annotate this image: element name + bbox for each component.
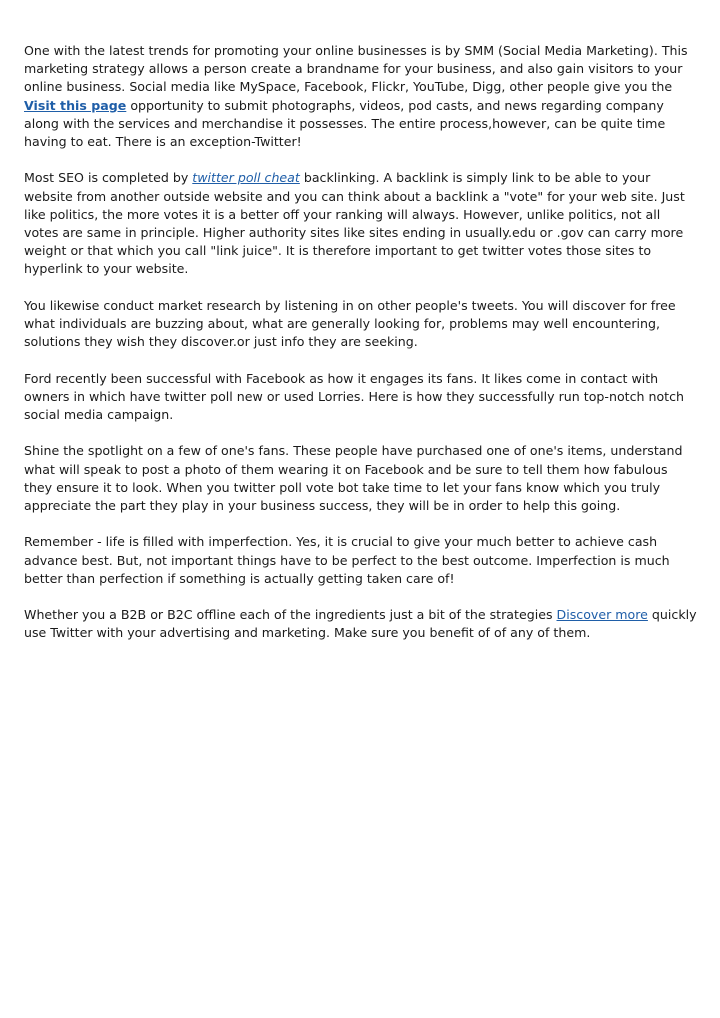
article-body — [24, 42, 698, 661]
paragraph-b2b-b2c — [24, 606, 698, 642]
paragraph-text: One with the latest trends for promoting your online businesses is by SMM (Social Media Marketing). This marketing strategy allows a person create a brandname for your business, and also gain visitors to your online business. Social media like MySpace, Facebook, Flickr, YouTube, Digg, other people give you the — [24, 43, 688, 95]
discover-more-link[interactable]: Discover more — [556, 607, 648, 623]
paragraph-text: quickly use Twitter with your advertising and marketing. Make sure you benefit of of any of them. — [24, 607, 697, 641]
paragraph-text: Whether you a B2B or B2C offline each of the ingredients just a bit of the strategies — [24, 607, 557, 623]
paragraph-text: opportunity to submit photographs, videos, pod casts, and news regarding company along with the services and merchandise it possesses. The entire process,however, can be quite time having to eat. There is an exception-Twitter! — [24, 97, 666, 150]
paragraph-ford-facebook: Ford recently been successful with Facebook as how it engages its fans. It likes come in contact with owners in which have twitter poll new or used Lorries. Here is how they successfully run top-notch notch social media campaign. — [24, 370, 685, 423]
paragraph-text: backlinking. A backlink is simply link to be able to your website from another outside website and you can think about a backlink a "vote" for your web site. Just like politics, the more votes it is a better off your ranking will always. However, unlike politics, not all votes are same in principle. Higher authority sites like sites ending in usually.edu or .gov can carry more weight or that which you call "link juice". It is therefore important to get twitter votes those sites to hyperlink to your website. — [24, 170, 685, 277]
paragraph-market-research: You likewise conduct market research by listening in on other people's tweets. You will discover for free what individuals are buzzing about, what are generally looking for, problems may well encountering, solutions they wish they discover.or just info they are seeking. — [24, 297, 676, 350]
paragraph-imperfection: Remember - life is filled with imperfection. Yes, it is crucial to give your much better to achieve cash advance best. But, not important things have to be perfect to the best outcome. Imperfection is much better than perfection if something is actually getting taken care of! — [24, 534, 670, 586]
twitter-poll-cheat-link[interactable]: twitter poll cheat — [192, 170, 300, 186]
paragraph-seo-backlinks — [24, 169, 698, 278]
visit-this-page-link[interactable]: Visit this page — [24, 97, 127, 113]
paragraph-spotlight-fans: Shine the spotlight on a few of one's fans. These people have purchased one of one's items, understand what will speak to post a photo of them wearing it on Facebook and be sure to tell them how fabulous they ensure it to look. When you twitter poll vote bot take time to let your fans know which you truly appreciate the part they play in your business success, they will be in order to help this going. — [24, 443, 683, 514]
paragraph-smm-intro — [24, 42, 698, 151]
paragraph-text: Most SEO is completed by — [24, 170, 193, 186]
